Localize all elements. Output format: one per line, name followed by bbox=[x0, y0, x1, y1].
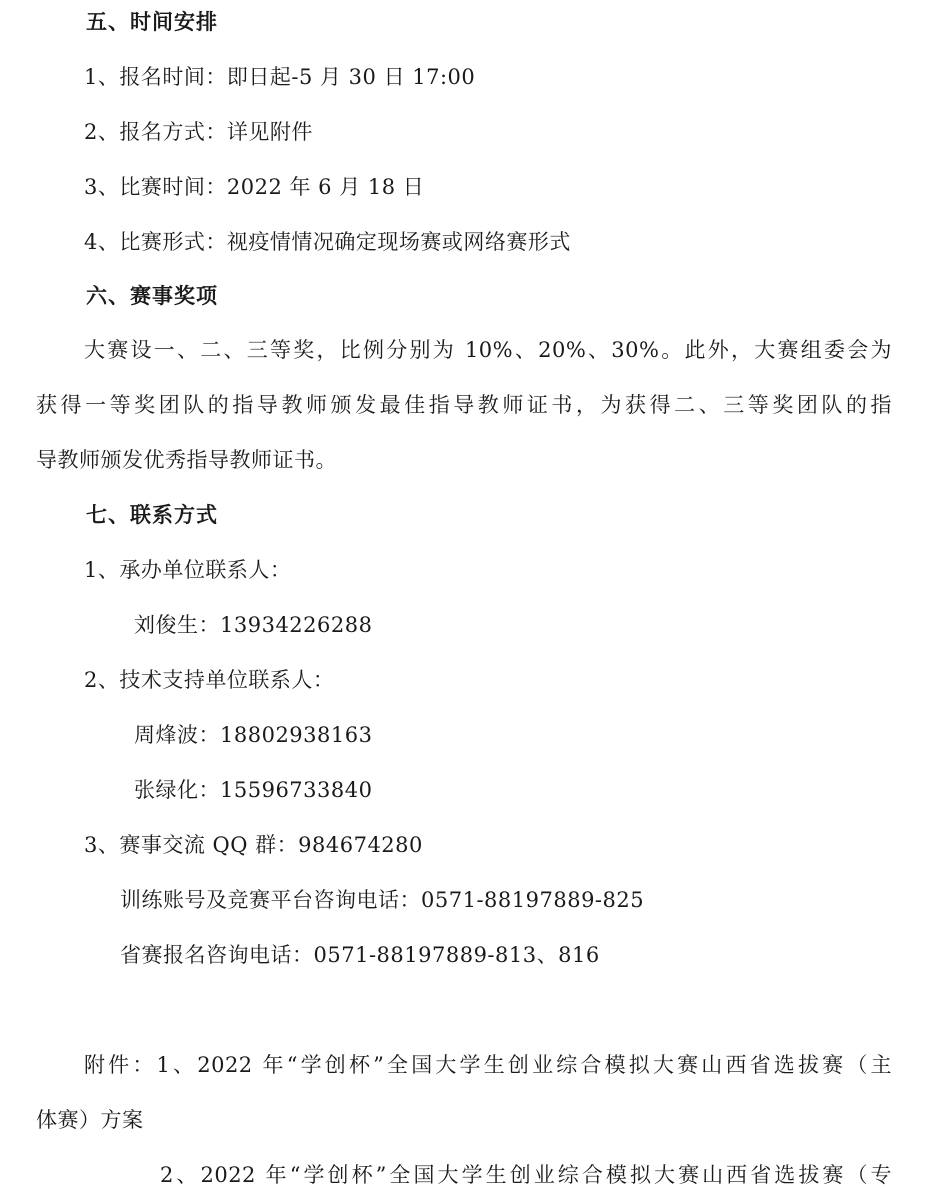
contact-qq-group: 3、赛事交流 QQ 群：984674280 bbox=[84, 833, 423, 857]
attachment-1-line-2: 体赛）方案 bbox=[36, 1108, 144, 1132]
attachment-2-line-1: 2、2022 年“学创杯”全国大学生创业综合模拟大赛山西省选拔赛（专 bbox=[160, 1163, 892, 1187]
schedule-item-competition-format: 4、比赛形式：视疫情情况确定现场赛或网络赛形式 bbox=[84, 230, 571, 254]
awards-paragraph-line-1: 大赛设一、二、三等奖，比例分别为 10%、20%、30%。此外，大赛组委会为 bbox=[84, 338, 892, 362]
section-heading-schedule: 五、时间安排 bbox=[86, 10, 218, 34]
contact-registration-phone: 省赛报名咨询电话：0571-88197889-813、816 bbox=[120, 943, 600, 967]
schedule-item-competition-time: 3、比赛时间：2022 年 6 月 18 日 bbox=[84, 175, 425, 199]
contact-tech-support-label: 2、技术支持单位联系人： bbox=[84, 668, 335, 692]
schedule-item-registration-method: 2、报名方式：详见附件 bbox=[84, 120, 313, 144]
contact-organizer-label: 1、承办单位联系人： bbox=[84, 558, 292, 582]
section-heading-contact: 七、联系方式 bbox=[86, 503, 218, 527]
section-heading-awards: 六、赛事奖项 bbox=[86, 284, 218, 308]
attachment-1-line-1: 附件：1、2022 年“学创杯”全国大学生创业综合模拟大赛山西省选拔赛（主 bbox=[84, 1053, 892, 1077]
awards-paragraph-line-3: 导教师颁发优秀指导教师证书。 bbox=[36, 448, 337, 472]
contact-tech-person-1: 周烽波：18802938163 bbox=[134, 723, 373, 747]
schedule-item-registration-time: 1、报名时间：即日起-5 月 30 日 17:00 bbox=[84, 65, 476, 89]
contact-organizer-person: 刘俊生：13934226288 bbox=[134, 613, 373, 637]
contact-training-phone: 训练账号及竞赛平台咨询电话：0571-88197889-825 bbox=[120, 888, 645, 912]
awards-paragraph-line-2: 获得一等奖团队的指导教师颁发最佳指导教师证书，为获得二、三等奖团队的指 bbox=[36, 393, 892, 417]
contact-tech-person-2: 张绿化：15596733840 bbox=[134, 778, 373, 802]
